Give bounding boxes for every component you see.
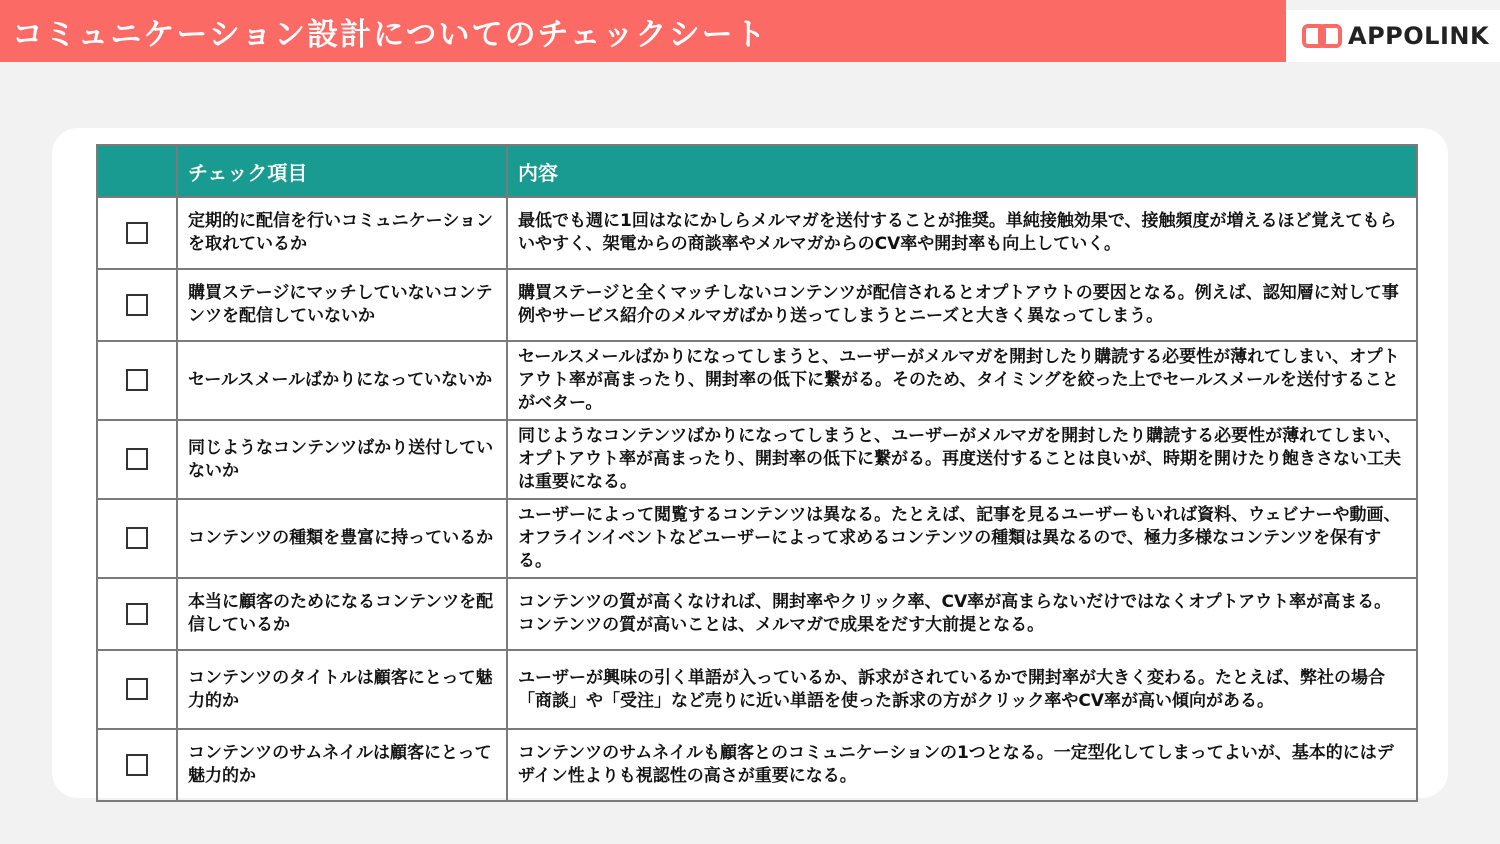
check-item: 本当に顧客のためになるコンテンツを配信しているか — [177, 578, 507, 650]
column-header-item: チェック項目 — [177, 145, 507, 197]
brand-name: APPOLINK — [1348, 22, 1490, 50]
check-item: コンテンツの種類を豊富に持っているか — [177, 499, 507, 578]
check-cell — [97, 341, 177, 420]
table-row — [97, 499, 1417, 578]
checkbox[interactable] — [126, 222, 148, 244]
page-title: コミュニケーション設計についてのチェックシート — [12, 17, 768, 53]
check-content: コンテンツの質が高くなければ、開封率やクリック率、CV率が高まらないだけではなくオプトアウト率が高まる。コンテンツの質が高いことは、メルマガで成果をだす大前提となる。 — [507, 578, 1417, 650]
table-row — [97, 729, 1417, 801]
checkbox[interactable] — [126, 369, 148, 391]
check-cell — [97, 420, 177, 499]
check-cell — [97, 197, 177, 269]
check-cell — [97, 499, 177, 578]
check-item: コンテンツのサムネイルは顧客にとって魅力的か — [177, 729, 507, 801]
check-item: セールスメールばかりになっていないか — [177, 341, 507, 420]
column-header-check — [97, 145, 177, 197]
header-bar — [0, 0, 1286, 62]
check-item: 同じようなコンテンツばかり送付していないか — [177, 420, 507, 499]
table-row — [97, 341, 1417, 420]
checkbox[interactable] — [126, 603, 148, 625]
brand-logo — [1286, 10, 1500, 62]
check-cell — [97, 650, 177, 729]
table-header-row — [97, 145, 1417, 197]
checklist-table — [96, 144, 1418, 802]
check-content: 同じようなコンテンツばかりになってしまうと、ユーザーがメルマガを開封したり購読する必要性が薄れてしまい、オプトアウト率が高まったり、開封率の低下に繋がる。再度送付することは良いが、時期を開けたり飽きさない工夫は重要になる。 — [507, 420, 1417, 499]
check-content: ユーザーが興味の引く単語が入っているか、訴求がされているかで開封率が大きく変わる。たとえば、弊社の場合「商談」や「受注」など売りに近い単語を使った訴求の方がクリック率やCV率が高い傾向がある。 — [507, 650, 1417, 729]
check-cell — [97, 729, 177, 801]
check-content: 購買ステージと全くマッチしないコンテンツが配信されるとオプトアウトの要因となる。例えば、認知層に対して事例やサービス紹介のメルマガばかり送ってしまうとニーズと大きく異なってしまう。 — [507, 269, 1417, 341]
column-header-content: 内容 — [507, 145, 1417, 197]
check-item: 購買ステージにマッチしていないコンテンツを配信していないか — [177, 269, 507, 341]
table-row — [97, 650, 1417, 729]
check-cell — [97, 578, 177, 650]
checkbox[interactable] — [126, 754, 148, 776]
checkbox[interactable] — [126, 448, 148, 470]
appolink-logo-icon — [1302, 24, 1342, 48]
table-row — [97, 197, 1417, 269]
check-content: セールスメールばかりになってしまうと、ユーザーがメルマガを開封したり購読する必要性が薄れてしまい、オプトアウト率が高まったり、開封率の低下に繋がる。そのため、タイミングを絞った上でセールスメールを送付することがベター。 — [507, 341, 1417, 420]
check-content: 最低でも週に1回はなにかしらメルマガを送付することが推奨。単純接触効果で、接触頻度が増えるほど覚えてもらいやすく、架電からの商談率やメルマガからのCV率や開封率も向上していく。 — [507, 197, 1417, 269]
check-item: コンテンツのタイトルは顧客にとって魅力的か — [177, 650, 507, 729]
check-item: 定期的に配信を行いコミュニケーションを取れているか — [177, 197, 507, 269]
check-content: ユーザーによって閲覧するコンテンツは異なる。たとえば、記事を見るユーザーもいれば資料、ウェビナーや動画、オフラインイベントなどユーザーによって求めるコンテンツの種類は異なるので、極力多様なコンテンツを保有する。 — [507, 499, 1417, 578]
table-row — [97, 578, 1417, 650]
check-content: コンテンツのサムネイルも顧客とのコミュニケーションの1つとなる。一定型化してしまってよいが、基本的にはデザイン性よりも視認性の高さが重要になる。 — [507, 729, 1417, 801]
check-cell — [97, 269, 177, 341]
table-row — [97, 269, 1417, 341]
checkbox[interactable] — [126, 294, 148, 316]
checkbox[interactable] — [126, 678, 148, 700]
checkbox[interactable] — [126, 527, 148, 549]
table-row — [97, 420, 1417, 499]
